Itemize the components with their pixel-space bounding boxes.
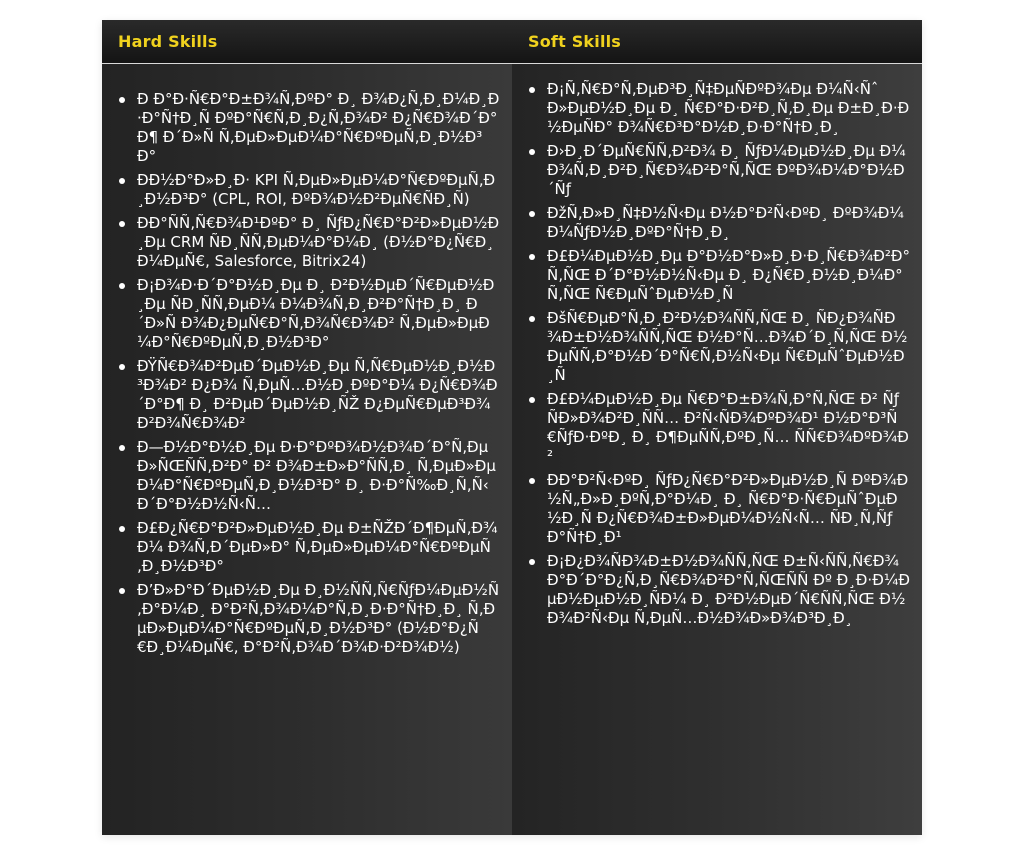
list-item <box>137 276 500 352</box>
list-item <box>547 471 910 547</box>
list-item <box>137 519 500 576</box>
skills-table <box>102 20 922 835</box>
list-item <box>137 581 500 657</box>
table-header <box>102 20 922 64</box>
bullet-icon <box>119 221 125 227</box>
bullet-icon <box>119 364 125 370</box>
bullet-icon <box>119 526 125 532</box>
bullet-icon <box>119 97 125 103</box>
bullet-icon <box>529 559 535 565</box>
soft-skills-column <box>512 64 922 835</box>
list-item-text: Ð›Ð¸Ð´ÐµÑ€ÑÑ‚Ð²Ð¾ Ð¸ ÑƒÐ¼ÐµÐ½Ð¸Ðµ Ð¼Ð¾Ñ‚Ð¸Ð²Ð¸Ñ€Ð¾Ð²Ð°Ñ‚ÑŒ ÐºÐ¾Ð¼Ð°Ð½Ð´Ñƒ <box>547 142 906 198</box>
list-item-text: Ð¡Ð¿Ð¾ÑÐ¾Ð±Ð½Ð¾ÑÑ‚ÑŒ Ð±Ñ‹ÑÑ‚Ñ€Ð¾ Ð°Ð´Ð°Ð¿Ñ‚Ð¸Ñ€Ð¾Ð²Ð°Ñ‚ÑŒÑÑ Ðº Ð¸Ð·Ð¼ÐµÐ½ÐµÐ½Ð¸ÑÐ¼ Ð¸ Ð²Ð½ÐµÐ´Ñ€ÑÑ‚ÑŒ Ð½Ð¾Ð²Ñ‹Ðµ Ñ‚ÐµÑ…Ð½Ð¾Ð»Ð¾Ð³Ð¸Ð¸ <box>547 552 910 627</box>
list-item <box>547 204 910 242</box>
bullet-icon <box>119 445 125 451</box>
bullet-icon <box>119 178 125 184</box>
list-item-text: Ð Ð°Ð·Ñ€Ð°Ð±Ð¾Ñ‚ÐºÐ° Ð¸ Ð¾Ð¿Ñ‚Ð¸Ð¼Ð¸Ð·Ð°Ñ†Ð¸Ñ ÐºÐ°Ñ€Ñ‚Ð¸Ð¿Ñ‚Ð¾Ð² Ð¿Ñ€Ð¾Ð´Ð°Ð¶ Ð´Ð»Ñ Ñ‚ÐµÐ»ÐµÐ¼Ð°Ñ€ÐºÐµÑ‚Ð¸Ð½Ð³Ð° <box>137 90 500 165</box>
list-item <box>547 80 910 137</box>
hard-skills-column <box>102 64 512 835</box>
list-item-text: ÐÐ°Ð²Ñ‹ÐºÐ¸ ÑƒÐ¿Ñ€Ð°Ð²Ð»ÐµÐ½Ð¸Ñ ÐºÐ¾Ð½Ñ„Ð»Ð¸ÐºÑ‚Ð°Ð¼Ð¸ Ð¸ Ñ€Ð°Ð·Ñ€ÐµÑˆÐµÐ½Ð¸Ñ Ð¿Ñ€Ð¾Ð±Ð»ÐµÐ¼Ð½Ñ‹Ñ… ÑÐ¸Ñ‚ÑƒÐ°Ñ†Ð¸Ð¹ <box>547 471 909 546</box>
list-item-text: ÐÐ½Ð°Ð»Ð¸Ð· KPI Ñ‚ÐµÐ»ÐµÐ¼Ð°Ñ€ÐºÐµÑ‚Ð¸Ð½Ð³Ð° (CPL, ROI, ÐºÐ¾Ð½Ð²ÐµÑ€ÑÐ¸Ñ) <box>137 171 496 208</box>
list-item <box>547 247 910 304</box>
bullet-icon <box>529 397 535 403</box>
list-item <box>547 552 910 628</box>
list-item <box>547 390 910 466</box>
bullet-icon <box>529 211 535 217</box>
soft-skills-heading: Soft Skills <box>528 32 622 51</box>
list-item <box>137 214 500 271</box>
list-item-text: ÐšÑ€ÐµÐ°Ñ‚Ð¸Ð²Ð½Ð¾ÑÑ‚ÑŒ Ð¸ ÑÐ¿Ð¾ÑÐ¾Ð±Ð½Ð¾ÑÑ‚ÑŒ Ð½Ð°Ñ…Ð¾Ð´Ð¸Ñ‚ÑŒ Ð½ÐµÑÑ‚Ð°Ð½Ð´Ð°Ñ€Ñ‚Ð½Ñ‹Ðµ Ñ€ÐµÑˆÐµÐ½Ð¸Ñ <box>547 309 908 384</box>
list-item-text: ÐŸÑ€Ð¾Ð²ÐµÐ´ÐµÐ½Ð¸Ðµ Ñ‚Ñ€ÐµÐ½Ð¸Ð½Ð³Ð¾Ð² Ð¿Ð¾ Ñ‚ÐµÑ…Ð½Ð¸ÐºÐ°Ð¼ Ð¿Ñ€Ð¾Ð´Ð°Ð¶ Ð¸ Ð²ÐµÐ´ÐµÐ½Ð¸ÑŽ Ð¿ÐµÑ€ÐµÐ³Ð¾Ð²Ð¾Ñ€Ð¾Ð² <box>137 357 498 432</box>
list-item-text: Ð£Ð¼ÐµÐ½Ð¸Ðµ Ð°Ð½Ð°Ð»Ð¸Ð·Ð¸Ñ€Ð¾Ð²Ð°Ñ‚ÑŒ Ð´Ð°Ð½Ð½Ñ‹Ðµ Ð¸ Ð¿Ñ€Ð¸Ð½Ð¸Ð¼Ð°Ñ‚ÑŒ Ñ€ÐµÑˆÐµÐ½Ð¸Ñ <box>547 247 910 303</box>
hard-skills-list <box>102 90 512 662</box>
hard-skills-heading: Hard Skills <box>118 32 218 51</box>
list-item <box>137 171 500 209</box>
list-item-text: Ð¡Ñ‚Ñ€Ð°Ñ‚ÐµÐ³Ð¸Ñ‡ÐµÑÐºÐ¾Ðµ Ð¼Ñ‹ÑˆÐ»ÐµÐ½Ð¸Ðµ Ð¸ Ñ€Ð°Ð·Ð²Ð¸Ñ‚Ð¸Ðµ Ð±Ð¸Ð·Ð½ÐµÑÐ° Ð¾Ñ€Ð³Ð°Ð½Ð¸Ð·Ð°Ñ†Ð¸Ð¸ <box>547 80 910 136</box>
list-item <box>547 309 910 385</box>
list-item-text: Ð¡Ð¾Ð·Ð´Ð°Ð½Ð¸Ðµ Ð¸ Ð²Ð½ÐµÐ´Ñ€ÐµÐ½Ð¸Ðµ ÑÐ¸ÑÑ‚ÐµÐ¼ Ð¼Ð¾Ñ‚Ð¸Ð²Ð°Ñ†Ð¸Ð¸ Ð´Ð»Ñ Ð¾Ð¿ÐµÑ€Ð°Ñ‚Ð¾Ñ€Ð¾Ð² Ñ‚ÐµÐ»ÐµÐ¼Ð°Ñ€ÐºÐµÑ‚Ð¸Ð½Ð³Ð° <box>137 276 495 351</box>
list-item-text: Ð£Ð¿Ñ€Ð°Ð²Ð»ÐµÐ½Ð¸Ðµ Ð±ÑŽÐ´Ð¶ÐµÑ‚Ð¾Ð¼ Ð¾Ñ‚Ð´ÐµÐ»Ð° Ñ‚ÐµÐ»ÐµÐ¼Ð°Ñ€ÐºÐµÑ‚Ð¸Ð½Ð³Ð° <box>137 519 498 575</box>
list-item-text: ÐÐ°ÑÑ‚Ñ€Ð¾Ð¹ÐºÐ° Ð¸ ÑƒÐ¿Ñ€Ð°Ð²Ð»ÐµÐ½Ð¸Ðµ CRM ÑÐ¸ÑÑ‚ÐµÐ¼Ð°Ð¼Ð¸ (Ð½Ð°Ð¿Ñ€Ð¸Ð¼ÐµÑ€, Salesforce, Bitrix24) <box>137 214 500 270</box>
bullet-icon <box>529 316 535 322</box>
list-item <box>137 357 500 433</box>
list-item-text: ÐžÑ‚Ð»Ð¸Ñ‡Ð½Ñ‹Ðµ Ð½Ð°Ð²Ñ‹ÐºÐ¸ ÐºÐ¾Ð¼Ð¼ÑƒÐ½Ð¸ÐºÐ°Ñ†Ð¸Ð¸ <box>547 204 904 241</box>
list-item <box>137 438 500 514</box>
soft-skills-list <box>512 80 922 633</box>
list-item <box>547 142 910 199</box>
bullet-icon <box>119 283 125 289</box>
list-item <box>137 90 500 166</box>
bullet-icon <box>529 149 535 155</box>
list-item-text: Ð’Ð»Ð°Ð´ÐµÐ½Ð¸Ðµ Ð¸Ð½ÑÑ‚Ñ€ÑƒÐ¼ÐµÐ½Ñ‚Ð°Ð¼Ð¸ Ð°Ð²Ñ‚Ð¾Ð¼Ð°Ñ‚Ð¸Ð·Ð°Ñ†Ð¸Ð¸ Ñ‚ÐµÐ»ÐµÐ¼Ð°Ñ€ÐºÐµÑ‚Ð¸Ð½Ð³Ð° (Ð½Ð°Ð¿Ñ€Ð¸Ð¼ÐµÑ€, Ð°Ð²Ñ‚Ð¾Ð´Ð¾Ð·Ð²Ð¾Ð½) <box>137 581 500 656</box>
bullet-icon <box>529 87 535 93</box>
list-item-text: Ð£Ð¼ÐµÐ½Ð¸Ðµ Ñ€Ð°Ð±Ð¾Ñ‚Ð°Ñ‚ÑŒ Ð² ÑƒÑÐ»Ð¾Ð²Ð¸ÑÑ… Ð²Ñ‹ÑÐ¾ÐºÐ¾Ð¹ Ð½Ð°Ð³Ñ€ÑƒÐ·ÐºÐ¸ Ð¸ Ð¶ÐµÑÑ‚ÐºÐ¸Ñ… ÑÑ€Ð¾ÐºÐ¾Ð² <box>547 390 909 465</box>
bullet-icon <box>529 478 535 484</box>
bullet-icon <box>119 588 125 594</box>
list-item-text: Ð—Ð½Ð°Ð½Ð¸Ðµ Ð·Ð°ÐºÐ¾Ð½Ð¾Ð´Ð°Ñ‚ÐµÐ»ÑŒÑÑ‚Ð²Ð° Ð² Ð¾Ð±Ð»Ð°ÑÑ‚Ð¸ Ñ‚ÐµÐ»ÐµÐ¼Ð°Ñ€ÐºÐµÑ‚Ð¸Ð½Ð³Ð° Ð¸ Ð·Ð°Ñ‰Ð¸Ñ‚Ñ‹ Ð´Ð°Ð½Ð½Ñ‹Ñ… <box>137 438 496 513</box>
bullet-icon <box>529 254 535 260</box>
